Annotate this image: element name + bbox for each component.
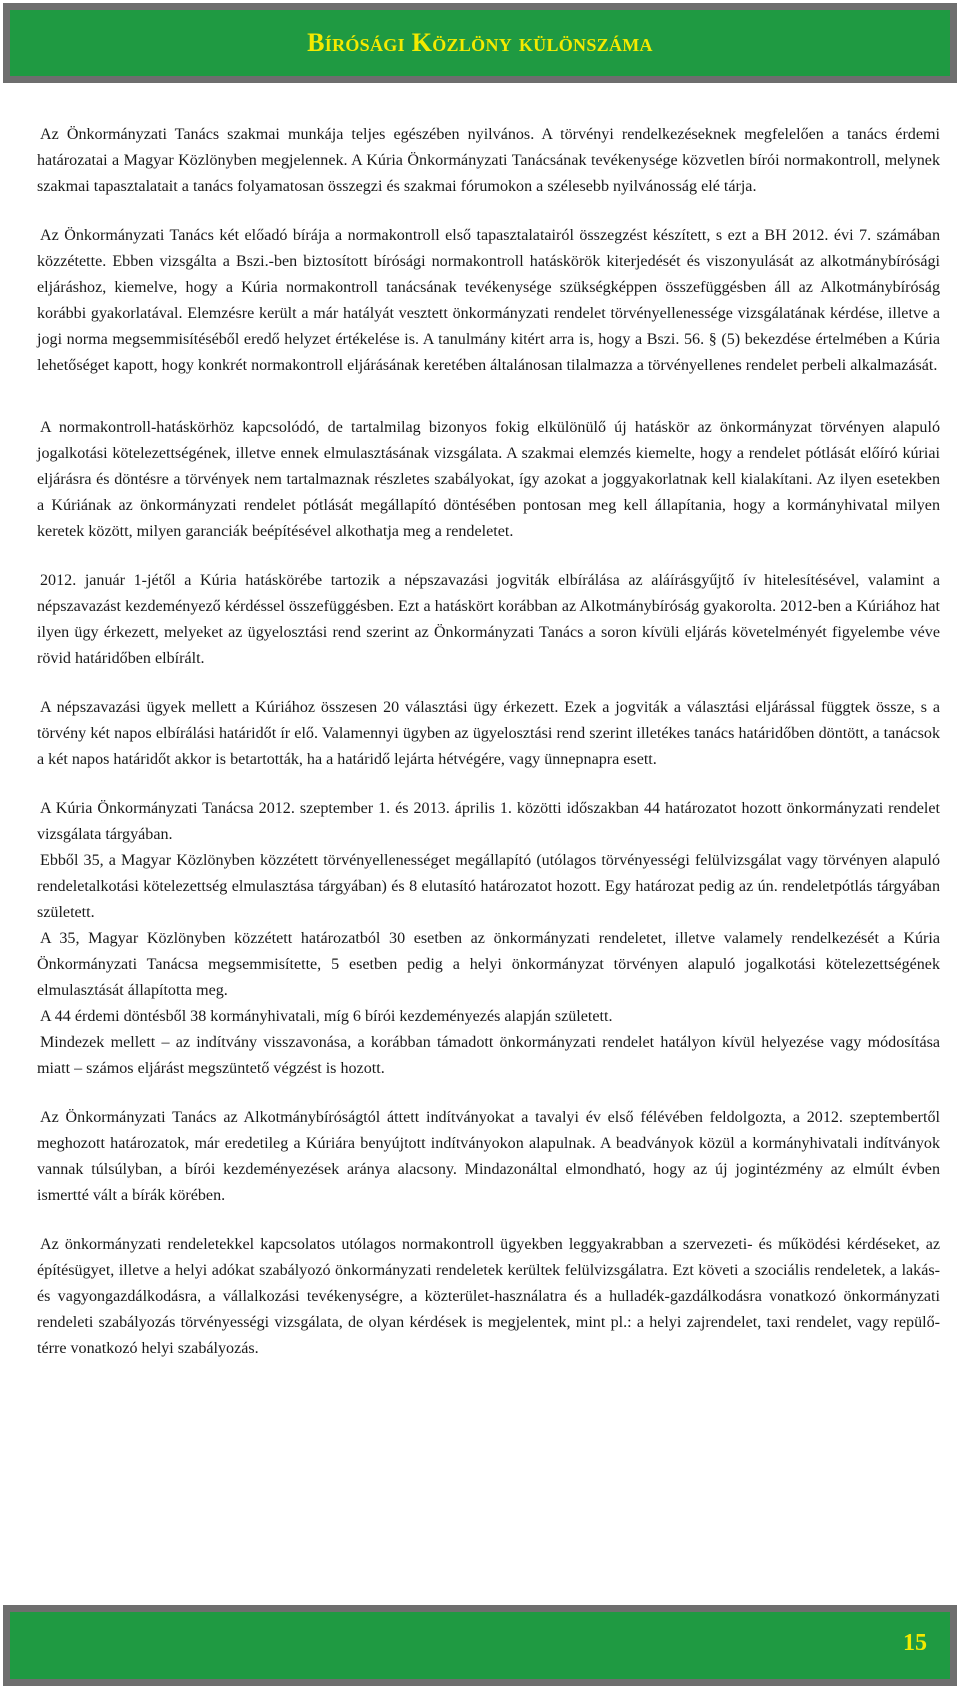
paragraph-8: A 35, Magyar Közlönyben közzétett határozatból 30 esetben az önkormányzati rendeletet, illetve valamely rendelkezését a Kúria Önkormányzati Tanácsa megsemmisítette, 5 esetben pedig a helyi önkormányzat törvényen alapuló jogalkotási kötelezettségének elmulasztását állapította meg. — [37, 930, 940, 999]
paragraph-4: 2012. január 1-jétől a Kúria hatáskörébe tartozik a népszavazási jogviták elbírálása az aláírásgyűjtő ív hitelesítésével, valamint a népszavazást kezdeményező kérdéssel összefüggésben. Ezt a hatáskört korábban az Alkotmánybíróság gyakorolta. 2012-ben a Kúriához hat ilyen ügy érkezett, melyeket az ügyelosztási rend szerint az Önkormányzati Tanács a soron kívüli eljárás követelményét figyelembe véve rövid határidőben elbírált. — [37, 572, 940, 667]
paragraph-11: Az Önkormányzati Tanács az Alkotmánybíróságtól áttett indítványokat a tavalyi év első félévében feldolgozta, a 2012. szeptembertől meghozott határozatok, már eredetileg a Kúriára benyújtott indítványokon alapulnak. A beadványok közül a kormányhivatali indítványok vannak túlsúlyban, a bírói kezdeményezések aránya alacsony. Mindazonáltal elmondható, hogy az új jogintézmény az elmúlt évben ismertté vált a bírák körében. — [37, 1109, 940, 1204]
publication-title: Bírósági Közlöny különszáma — [307, 28, 653, 57]
paragraph-9: A 44 érdemi döntésből 38 kormányhivatali, míg 6 bírói kezdeményezés alapján született. — [40, 1008, 613, 1025]
paragraph-3: A normakontroll-hatáskörhöz kapcsolódó, de tartalmilag bizonyos fokig elkülönülő új hatáskör az önkormányzat törvényen alapuló jogalkotási kötelezettségének, illetve ennek elmulasztásának vizsgálata. A szakmai elemzés kiemelte, hogy a rendelet pótlását előíró kúriai eljárásra és döntésre a törvények nem tartalmaznak részletes szabályokat, így azokat a joggyakorlatnak kell kialakítani. Az ilyen esetekben a Kúriának az önkormányzati rendelet pótlását megállapító döntésében pontosan meg kell állapítania, hogy a kormányhivatal milyen keretek között, milyen garanciák beépítésével alkothatja meg a rendeletet. — [37, 419, 940, 540]
paragraph-10: Mindezek mellett – az indítvány visszavonása, a korábban támadott önkormányzati rendelet hatályon kívül helyezése vagy módosítása miatt – számos eljárást megszüntető végzést is hozott. — [37, 1034, 940, 1077]
paragraph-6: A Kúria Önkormányzati Tanácsa 2012. szeptember 1. és 2013. április 1. közötti időszakban 44 határozatot hozott önkormányzati rendelet vizsgálata tárgyában. — [37, 800, 940, 843]
page-header-band — [3, 3, 957, 83]
page-number: 15 — [903, 1630, 927, 1656]
paragraph-12: Az önkormányzati rendeletekkel kapcsolatos utólagos normakontroll ügyekben leggyakrabban a szervezeti- és működési kérdéseket, az építésügyet, illetve a helyi adókat szabályozó önkormányzati rendeletek kerültek felülvizsgálatra. Ezt követi a szociális rendeletek, a lakás- és vagyongazdálkodásra, a vállalkozási tevékenységre, a közterület-használatra és a hulladék-gazdálkodásra vonatkozó önkormányzati rendeleti szabályozás törvényességi vizsgálata, de olyan kérdések is megjelentek, mint pl.: a helyi zajrendelet, taxi rendelet, vagy repülőtérre vonatkozó helyi szabályozás. — [37, 1236, 940, 1357]
page-body — [37, 122, 940, 1362]
paragraph-7: Ebből 35, a Magyar Közlönyben közzétett törvényellenességet megállapító (utólagos törvényességi felülvizsgálat vagy törvényen alapuló rendeletalkotási kötelezettség elmulasztása tárgyában) és 8 elutasító határozatot hozott. Egy határozat pedig az ún. rendeletpótlás tárgyában született. — [37, 852, 940, 921]
paragraph-5: A népszavazási ügyek mellett a Kúriához összesen 20 választási ügy érkezett. Ezek a jogviták a választási eljárással függtek össze, s a törvény két napos elbírálási határidőt ír elő. Valamennyi ügyben az ügyelosztási rend szerint illetékes tanács határidőben döntött, a tanácsok a két napos határidőt akkor is betartották, ha a határidő lejárta hétvégére, vagy ünnepnapra esett. — [37, 699, 940, 768]
page-footer-band — [3, 1605, 957, 1686]
paragraph-2: Az Önkormányzati Tanács két előadó bírája a normakontroll első tapasztalatairól összegzést készített, s ezt a BH 2012. évi 7. számában közzétette. Ebben vizsgálta a Bszi.-ben biztosított bírósági normakontroll hatáskörök kiterjedését és viszonyulását az alkotmánybírósági eljáráshoz, kiemelve, hogy a Kúria normakontroll tanácsának tevékenysége szükségképpen összefüggésben áll az Alkotmánybíróság korábbi gyakorlatával. Elemzésre került a már hatályát vesztett önkormányzati rendelet törvényellenessége vizsgálatának kérdése, illetve a jogi norma megsemmisítéséből eredő helyzet értékelése is. A tanulmány kitért arra is, hogy a Bszi. 56. § (5) bekezdése értelmében a Kúria lehetőséget kapott, hogy konkrét normakontroll eljárásának keretében általánosan tilalmazza a törvényellenes rendelet perbeli alkalmazását. — [37, 227, 940, 374]
paragraph-1: Az Önkormányzati Tanács szakmai munkája teljes egészében nyilvános. A törvényi rendelkezéseknek megfelelően a tanács érdemi határozatai a Magyar Közlönyben megjelennek. A Kúria Önkormányzati Tanácsának tevékenysége közvetlen bírói normakontroll, melynek szakmai tapasztalatait a tanács folyamatosan összegzi és szakmai fórumokon a szélesebb nyilvánosság elé tárja. — [37, 126, 940, 195]
